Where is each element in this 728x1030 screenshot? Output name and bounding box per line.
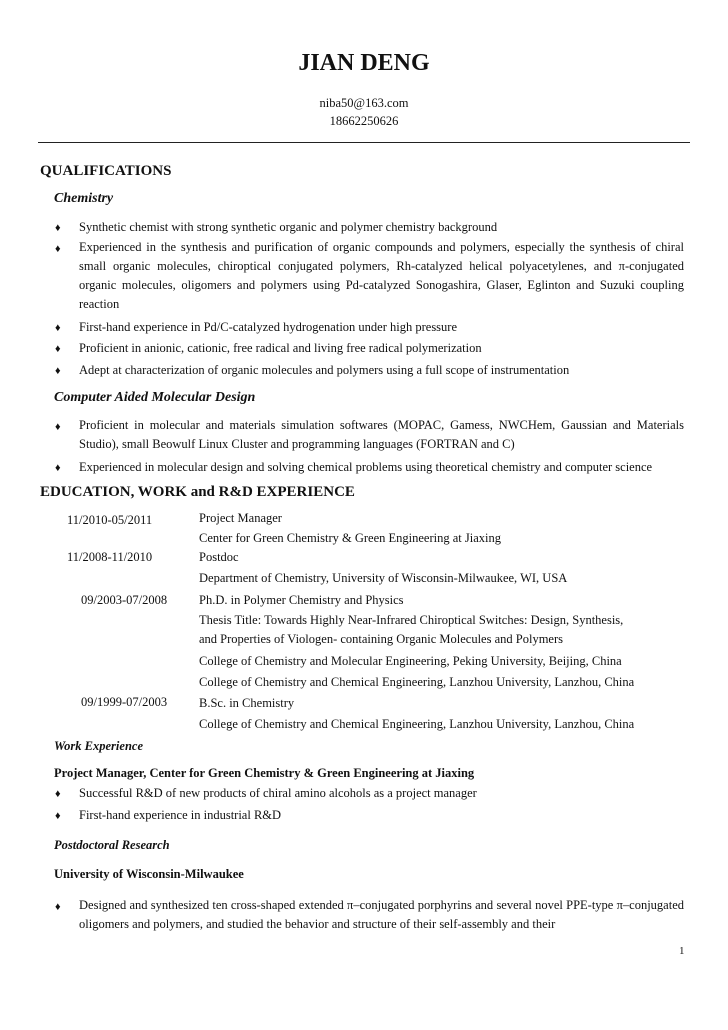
phone: 18662250626 (329, 114, 399, 128)
edu-line: College of Chemistry and Molecular Engineering, Peking University, Beijing, China (199, 654, 622, 668)
edu-date-4: 09/1999-07/2003 (81, 695, 168, 709)
work-job-title: Project Manager, Center for Green Chemistry & Green Engineering at Jiaxing (54, 766, 475, 780)
bullet-icon: ♦ (55, 322, 61, 334)
edu-date-3: 09/2003-07/2008 (81, 593, 168, 607)
bullet-icon: ♦ (55, 901, 61, 913)
edu-line: Project Manager (199, 511, 282, 525)
edu-line: Thesis Title: Towards Highly Near-Infrared Chiroptical Switches: Design, Synthesis, (199, 613, 624, 627)
edu-line: College of Chemistry and Chemical Engineering, Lanzhou University, Lanzhou, China (199, 717, 635, 731)
bullet-icon: ♦ (55, 222, 61, 234)
chem-bullet-3: First-hand experience in Pd/C-catalyzed hydrogenation under high pressure (79, 320, 458, 334)
edu-line: Center for Green Chemistry & Green Engineering at Jiaxing (199, 531, 501, 545)
bullet-icon: ♦ (55, 788, 61, 800)
edu-line: College of Chemistry and Chemical Engineering, Lanzhou University, Lanzhou, China (199, 675, 635, 689)
bullet-icon: ♦ (55, 365, 61, 377)
work-subheading: Work Experience (54, 739, 143, 753)
chem-bullet-5: Adept at characterization of organic molecules and polymers using a full scope of instrumentation (79, 363, 570, 377)
work-bullet-1: Successful R&D of new products of chiral amino alcohols as a project manager (79, 786, 477, 800)
bullet-icon: ♦ (55, 343, 61, 355)
edu-line: Department of Chemistry, University of Wisconsin-Milwaukee, WI, USA (199, 571, 568, 585)
chemistry-subheading: Chemistry (54, 191, 114, 206)
postdoc-subheading: Postdoctoral Research (54, 838, 170, 852)
edu-date-1: 11/2010-05/2011 (67, 513, 153, 527)
edu-line: B.Sc. in Chemistry (199, 696, 295, 710)
email: niba50@163.com (319, 96, 409, 110)
education-heading: EDUCATION, WORK and R&D EXPERIENCE (40, 484, 355, 500)
chem-bullet-2: Experienced in the synthesis and purification of organic compounds and polymers, especially the synthesis of chiral small organic molecules, chiroptical conjugated polymers, Rh-catalyzed helical polyacetylenes, and π-conjugated organic molecules, oligomers and polymers using Pd-catalyzed Sonogashira, Glaser, Eglinton and Suzuki coupling reaction (79, 240, 684, 311)
qualifications-heading: QUALIFICATIONS (40, 163, 172, 179)
page-number: 1 (679, 945, 685, 957)
bullet-icon: ♦ (55, 810, 61, 822)
bullet-icon: ♦ (55, 421, 61, 433)
chem-bullet-4: Proficient in anionic, cationic, free radical and living free radical polymerization (79, 341, 482, 355)
edu-date-2: 11/2008-11/2010 (67, 550, 153, 564)
header-divider (38, 142, 690, 143)
postdoc-institution: University of Wisconsin-Milwaukee (54, 867, 244, 881)
bullet-icon: ♦ (55, 243, 61, 255)
postdoc-bullet-1: Designed and synthesized ten cross-shaped extended π–conjugated porphyrins and several novel PPE-type π–conjugated oligomers and polymers, and studied the behavior and structure of their self-assembly and their (79, 898, 684, 931)
camd-subheading: Computer Aided Molecular Design (54, 390, 256, 405)
edu-line: Postdoc (199, 550, 239, 564)
resume-name: JIAN DENG (298, 50, 430, 76)
bullet-icon: ♦ (55, 462, 61, 474)
camd-bullet-1: Proficient in molecular and materials simulation softwares (MOPAC, Gamess, NWCHem, Gaussian and Materials Studio), small Beowulf Linux Cluster and programming languages (FORTRAN and C) (79, 418, 684, 451)
edu-line: Ph.D. in Polymer Chemistry and Physics (199, 593, 404, 607)
camd-bullet-2: Experienced in molecular design and solving chemical problems using theoretical chemistry and computer science (79, 460, 653, 474)
edu-line: and Properties of Viologen- containing Organic Molecules and Polymers (199, 632, 563, 646)
chem-bullet-1: Synthetic chemist with strong synthetic organic and polymer chemistry background (79, 220, 498, 234)
work-bullet-2: First-hand experience in industrial R&D (79, 808, 282, 822)
